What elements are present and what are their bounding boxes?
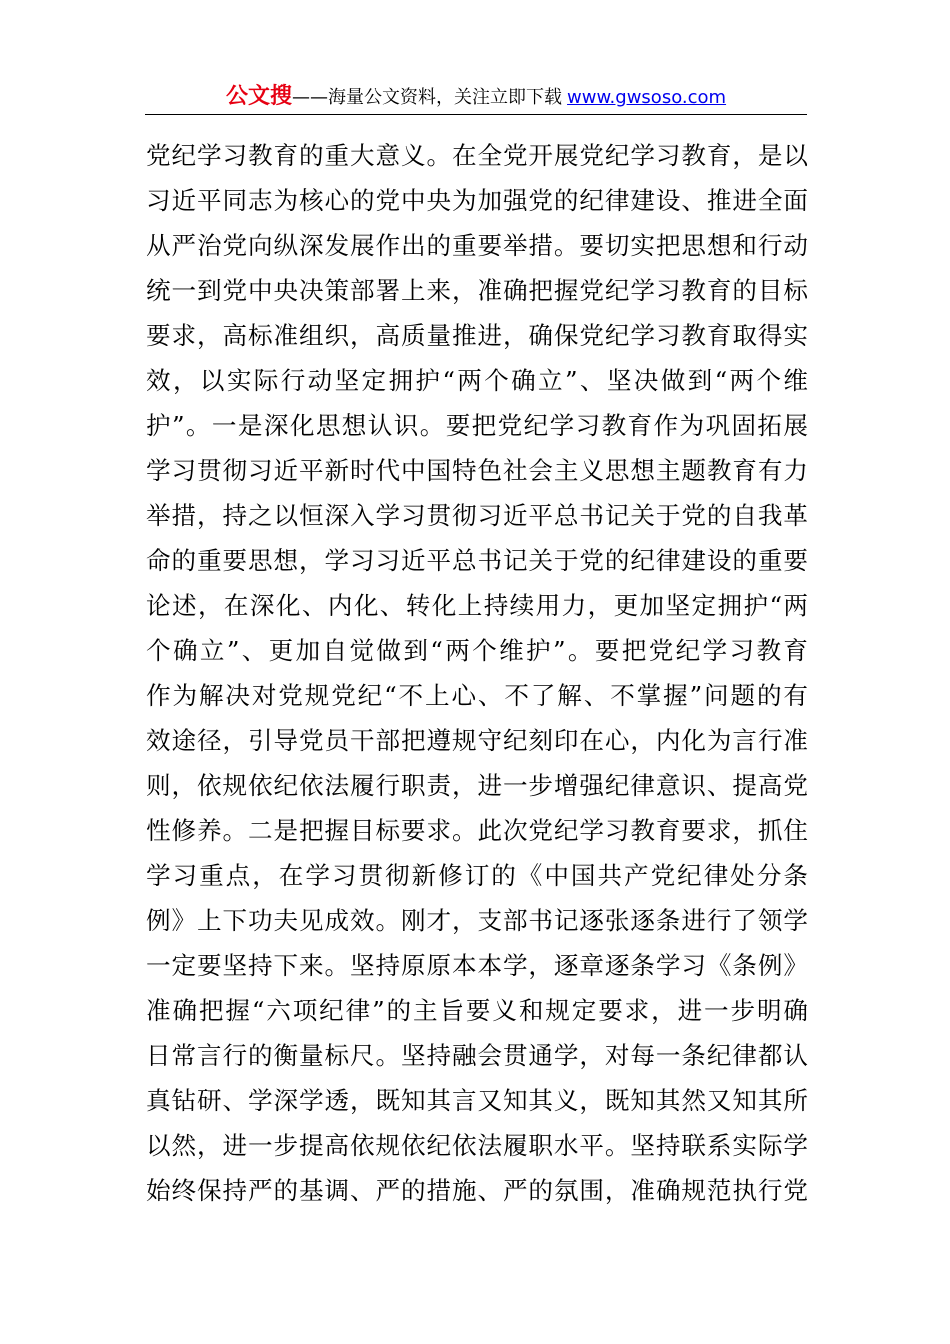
text-line: 学习贯彻习近平新时代中国特色社会主义思想主题教育有力 (146, 456, 808, 485)
text-line: 党纪学习教育的重大意义。在全党开展党纪学习教育，是以 (146, 141, 808, 170)
text-line: 一定要坚持下来。坚持原原本本学，逐章逐条学习《条例》 (146, 951, 808, 980)
text-line: 护”。一是深化思想认识。要把党纪学习教育作为巩固拓展 (146, 411, 808, 440)
brand-logo-text: 公文搜 (225, 84, 292, 109)
text-line: 效途径，引导党员干部把遵规守纪刻印在心，内化为言行准 (146, 726, 808, 755)
text-line: 日常言行的衡量标尺。坚持融会贯通学，对每一条纪律都认 (146, 1041, 808, 1070)
text-line: 论述，在深化、内化、转化上持续用力，更加坚定拥护“两 (146, 591, 808, 620)
text-line: 性修养。二是把握目标要求。此次党纪学习教育要求，抓住 (146, 816, 808, 845)
site-link[interactable]: www.gwsoso.com (567, 87, 727, 108)
page-header (145, 82, 807, 114)
text-line: 习近平同志为核心的党中央为加强党的纪律建设、推进全面 (146, 186, 808, 215)
text-line: 则，依规依纪依法履行职责，进一步增强纪律意识、提高党 (146, 771, 808, 800)
text-line: 始终保持严的基调、严的措施、严的氛围，准确规范执行党 (146, 1176, 808, 1205)
text-line: 从严治党向纵深发展作出的重要举措。要切实把思想和行动 (146, 231, 808, 260)
text-line: 作为解决对党规党纪“不上心、不了解、不掌握”问题的有 (146, 681, 808, 710)
text-line: 个确立”、更加自觉做到“两个维护”。要把党纪学习教育 (146, 636, 808, 665)
text-line: 学习重点，在学习贯彻新修订的《中国共产党纪律处分条 (146, 861, 808, 890)
text-line: 效，以实际行动坚定拥护“两个确立”、坚决做到“两个维 (146, 366, 808, 395)
document-body (146, 133, 808, 1213)
text-line: 准确把握“六项纪律”的主旨要义和规定要求，进一步明确 (146, 996, 808, 1025)
text-line: 以然，进一步提高依规依纪依法履职水平。坚持联系实际学 (146, 1131, 808, 1160)
text-line: 统一到党中央决策部署上来，准确把握党纪学习教育的目标 (146, 276, 808, 305)
text-line: 要求，高标准组织，高质量推进，确保党纪学习教育取得实 (146, 321, 808, 350)
text-line: 例》上下功夫见成效。刚才，支部书记逐张逐条进行了领学 (146, 906, 808, 935)
header-tagline: ——海量公文资料，关注立即下载 (291, 87, 562, 108)
text-line: 命的重要思想，学习习近平总书记关于党的纪律建设的重要 (146, 546, 808, 575)
text-line: 真钻研、学深学透，既知其言又知其义，既知其然又知其所 (146, 1086, 808, 1115)
text-line: 举措，持之以恒深入学习贯彻习近平总书记关于党的自我革 (146, 501, 808, 530)
header-divider (145, 114, 807, 115)
